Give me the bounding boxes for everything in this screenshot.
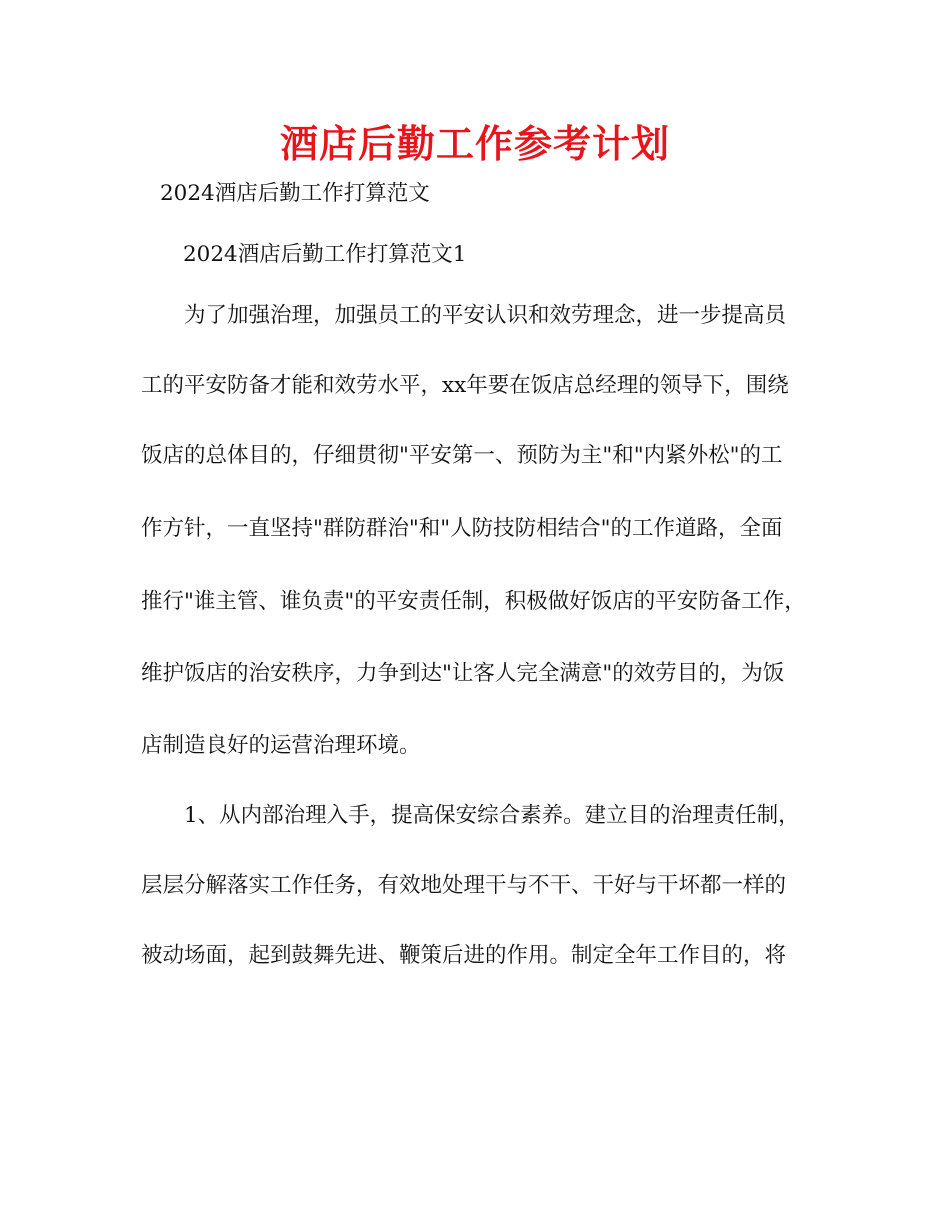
paragraph-2-line-3: 被动场面，起到鼓舞先进、鞭策后进的作用。制定全年工作目的，将 [141, 943, 787, 968]
paragraph-1-line-1: 为了加强治理，加强员工的平安认识和效劳理念，进一步提高员 [141, 303, 787, 328]
paragraph-1-line-2: 工的平安防备才能和效劳水平，xx年要在饭店总经理的领导下，围绕 [141, 373, 789, 398]
paragraph-1-line-3: 饭店的总体目的，仔细贯彻"平安第一、预防为主"和"内紧外松"的工 [141, 443, 783, 468]
paragraph-2-line-2: 层层分解落实工作任务，有效地处理干与不干、干好与干坏都一样的 [141, 873, 787, 898]
paragraph-1-line-4: 作方针，一直坚持"群防群治"和"人防技防相结合"的工作道路，全面 [141, 516, 783, 541]
document-subtitle: 2024酒店后勤工作打算范文 [160, 181, 430, 206]
section-heading: 2024酒店后勤工作打算范文1 [183, 242, 467, 267]
document-title: 酒店后勤工作参考计划 [279, 122, 670, 166]
paragraph-1-line-5: 推行"谁主管、谁负责"的平安责任制，积极做好饭店的平安防备工作， [141, 589, 806, 614]
paragraph-1-line-7: 店制造良好的运营治理环境。 [141, 733, 421, 758]
paragraph-1-line-6: 维护饭店的治安秩序，力争到达"让客人完全满意"的效劳目的，为饭 [141, 661, 785, 686]
paragraph-2-line-1: 1、从内部治理入手，提高保安综合素养。建立目的治理责任制， [141, 803, 800, 828]
